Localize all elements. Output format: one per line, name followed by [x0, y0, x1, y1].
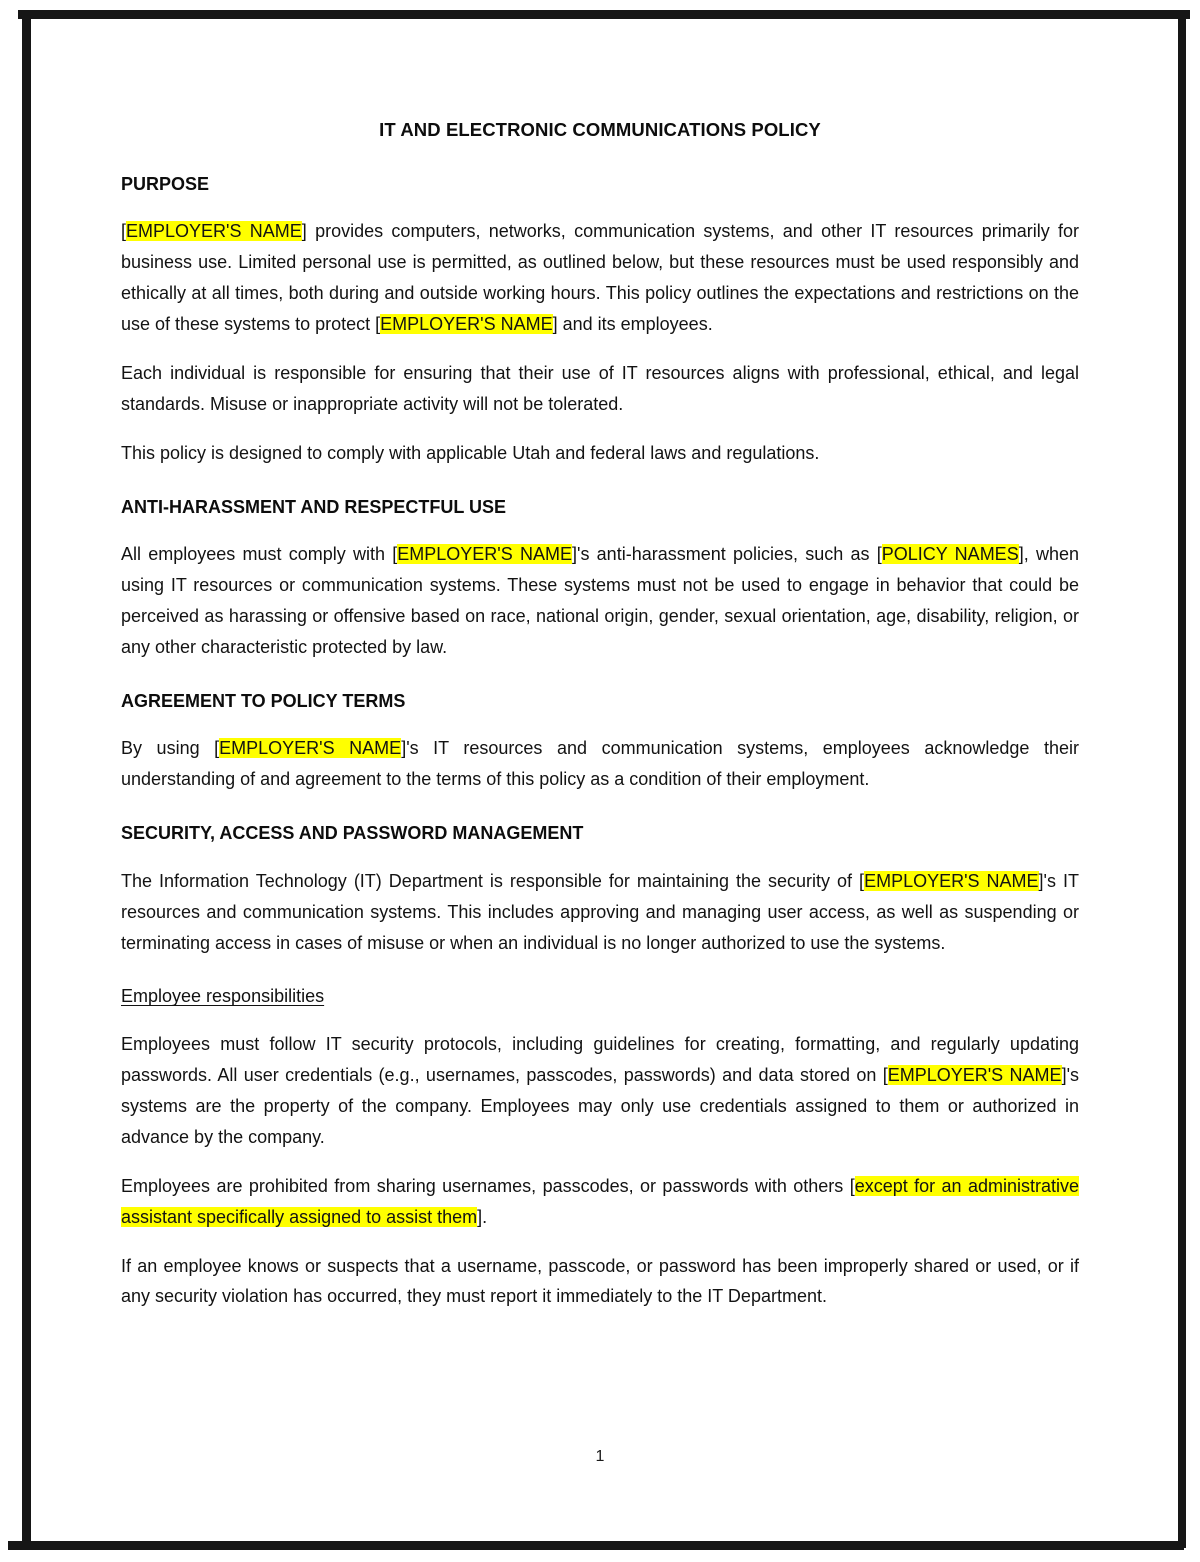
text-run: [: [121, 221, 127, 242]
text-run: Employees are prohibited from sharing usernames, passcodes, or passwords with others [: [121, 1175, 855, 1196]
highlight-employer-name: EMPLOYER'S NAME: [864, 870, 1039, 891]
paragraph-security-1: [121, 866, 1079, 959]
page-title: IT AND ELECTRONIC COMMUNICATIONS POLICY: [379, 119, 821, 140]
section-heading-agreement: AGREEMENT TO POLICY TERMS: [121, 691, 406, 712]
text-run: All employees must comply with [: [121, 544, 398, 565]
document-content: [121, 0, 1079, 1562]
highlight-policy-names: POLICY NAMES: [881, 544, 1019, 565]
subheading-employee-responsibilities: Employee responsibilities: [121, 986, 325, 1007]
section-heading-purpose: PURPOSE: [121, 174, 210, 195]
page-border-left: [22, 14, 31, 1546]
paragraph-agreement-1: [121, 733, 1079, 795]
highlight-employer-name: EMPLOYER'S NAME: [126, 221, 302, 242]
page-number: 1: [595, 1448, 605, 1465]
paragraph-security-2: [121, 1029, 1079, 1153]
text-run: By using [: [121, 738, 220, 759]
paragraph-purpose-2: Each individual is responsible for ensuring that their use of IT resources aligns with professional, ethical, and legal standards. Misuse or inappropriate activity will not be tolerated.: [121, 363, 1079, 415]
section-heading-security: SECURITY, ACCESS AND PASSWORD MANAGEMENT: [121, 823, 584, 844]
highlight-employer-name: EMPLOYER'S NAME: [219, 738, 402, 759]
paragraph-security-3: [121, 1171, 1079, 1233]
text-run: Employees must follow IT security protocols, including guidelines for creating, formatting, and regularly updating passwords. All user credentials (e.g., usernames, passcodes, passwords) and data stored on [: [121, 1033, 1079, 1085]
paragraph-purpose-1: [121, 216, 1079, 340]
text-run: ].: [477, 1206, 488, 1227]
paragraph-purpose-3: This policy is designed to comply with applicable Utah and federal laws and regulations.: [121, 443, 820, 464]
page-border-right: [1178, 12, 1186, 1548]
paragraph-security-4: If an employee knows or suspects that a username, passcode, or password has been improperly shared or used, or if any security violation has occurred, they must report it immediately to the IT Department.: [121, 1255, 1079, 1307]
highlight-employer-name: EMPLOYER'S NAME: [887, 1064, 1062, 1085]
paragraph-anti-harassment-1: [121, 539, 1079, 663]
text-run: ]'s anti-harassment policies, such as [: [572, 544, 882, 565]
text-run: ], when using IT resources or communication systems. These systems must not be used to engage in behavior that could be perceived as harassing or offensive based on race, national origin, gender, sexual orientation, age, disability, religion, or any other characteristic protected by law.: [121, 544, 1079, 658]
highlight-administrative-assistant-clause: except for an administrative assistant specifically assigned to assist them: [121, 1175, 1079, 1227]
text-run: ] and its employees.: [552, 314, 713, 335]
highlight-employer-name: EMPLOYER'S NAME: [380, 314, 553, 335]
text-run: The Information Technology (IT) Department is responsible for maintaining the security of [: [121, 870, 865, 891]
highlight-employer-name: EMPLOYER'S NAME: [397, 544, 572, 565]
text-run: ]'s IT resources and communication systems. This includes approving and managing user access, as well as suspending or terminating access in cases of misuse or when an individual is no longer authorized to use the systems.: [121, 870, 1079, 953]
text-run: ] provides computers, networks, communication systems, and other IT resources primarily for business use. Limited personal use is permitted, as outlined below, but these resources must be used responsibly and ethically at all times, both during and outside working hours. This policy outlines the expectations and restrictions on the use of these systems to protect [: [121, 221, 1079, 335]
text-run: ]'s IT resources and communication systems, employees acknowledge their understanding of and agreement to the terms of this policy as a condition of their employment.: [121, 738, 1079, 790]
section-heading-anti-harassment: ANTI-HARASSMENT AND RESPECTFUL USE: [121, 497, 507, 518]
text-run: ]'s systems are the property of the company. Employees may only use credentials assigned to them or authorized in advance by the company.: [121, 1064, 1079, 1147]
